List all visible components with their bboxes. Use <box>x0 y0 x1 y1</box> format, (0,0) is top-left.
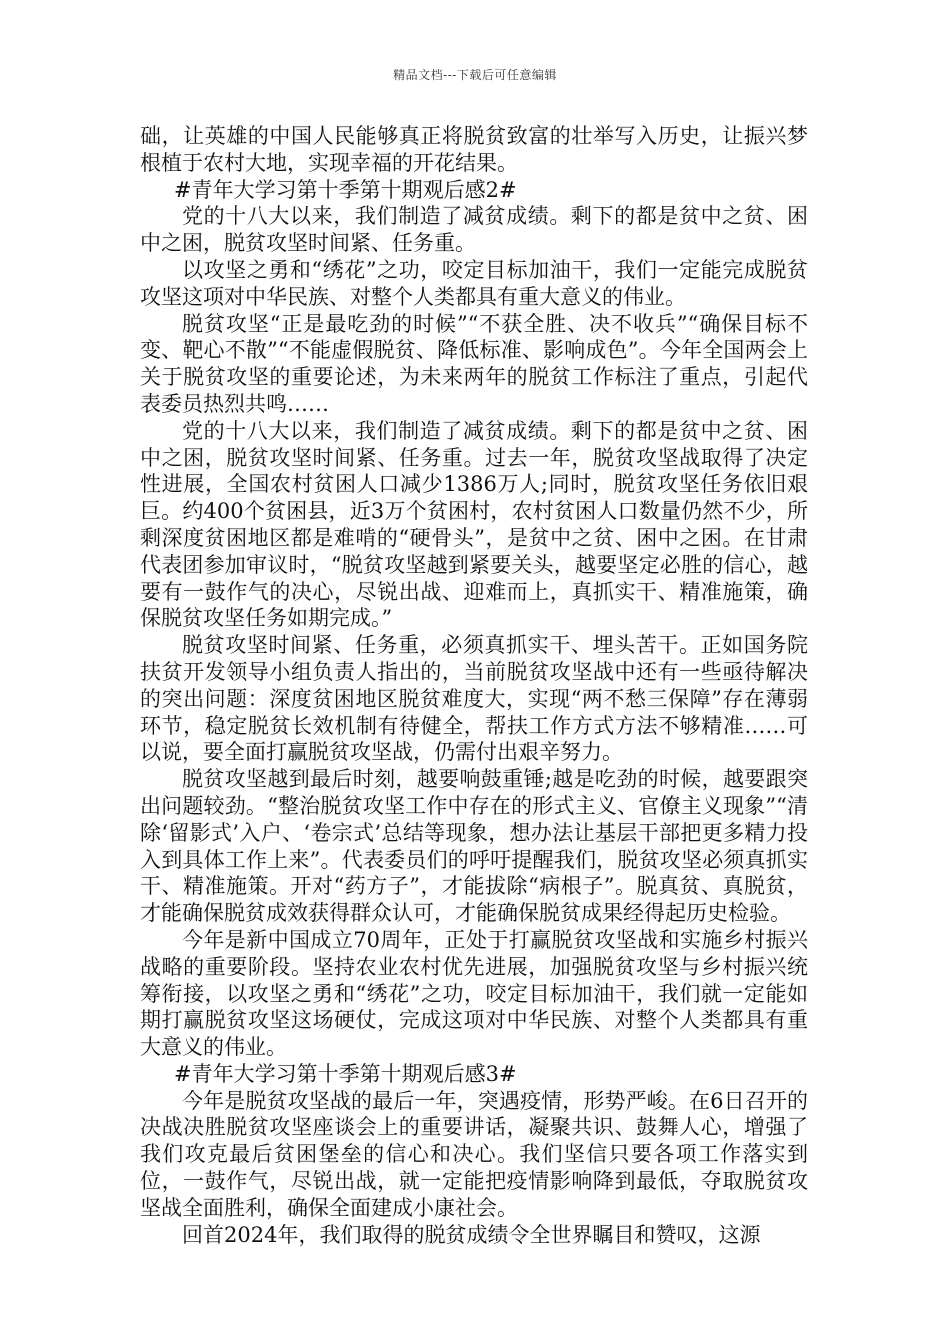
paragraph: 党的十八大以来，我们制造了减贫成绩。剩下的都是贫中之贫、困中之困，脱贫攻坚时间紧、任务重。过去一年，脱贫攻坚战取得了决定性进展，全国农村贫困人口减少1386万人;同时，脱贫攻坚任务依旧艰巨。约400个贫困县，近3万个贫困村，农村贫困人口数量仍然不少，所剩深度贫困地区都是难啃的“硬骨头”，是贫中之贫、困中之困。在甘肃代表团参加审议时，“脱贫攻坚越到紧要关头，越要坚定必胜的信心，越要有一鼓作气的决心，尽锐出战、迎难而上，真抓实干、精准施策，确保脱贫攻坚任务如期完成。” <box>140 418 808 631</box>
paragraph: 党的十八大以来，我们制造了减贫成绩。剩下的都是贫中之贫、困中之困，脱贫攻坚时间紧、任务重。 <box>140 204 808 256</box>
section-heading: #青年大学习第十季第十期观后感3# <box>174 1061 517 1086</box>
page-header: 精品文档---下载后可任意编辑 <box>393 68 557 82</box>
paragraph: 脱贫攻坚“正是最吃劲的时候”“不获全胜、决不收兵”“确保目标不变、靶心不散”“不能虚假脱贫、降低标准、影响成色”。今年全国两会上关于脱贫攻坚的重要论述，为未来两年的脱贫工作标注了重点，引起代表委员热烈共鸣…… <box>140 311 808 416</box>
document-body <box>140 123 808 1248</box>
paragraph: 脱贫攻坚越到最后时刻，越要响鼓重锤;越是吃劲的时候，越要跟突出问题较劲。“整治脱贫攻坚工作中存在的形式主义、官僚主义现象”“清除‘留影式’入户、‘卷宗式’总结等现象，想办法让基层干部把更多精力投入到具体工作上来”。代表委员们的呼吁提醒我们，脱贫攻坚必须真抓实干、精准施策。开对“药方子”，才能拔除“病根子”。脱真贫、真脱贫，才能确保脱贫成效获得群众认可，才能确保脱贫成果经得起历史检验。 <box>140 767 808 926</box>
paragraph: 回首2024年，我们取得的脱贫成绩令全世界瞩目和赞叹，这源 <box>182 1222 761 1247</box>
paragraph: 今年是脱贫攻坚战的最后一年，突遇疫情，形势严峻。在6日召开的决战决胜脱贫攻坚座谈会上的重要讲话，凝聚共识、鼓舞人心，增强了我们攻克最后贫困堡垒的信心和决心。我们坚信只要各项工作落实到位，一鼓作气，尽锐出战，就一定能把疫情影响降到最低，夺取脱贫攻坚战全面胜利，确保全面建成小康社会。 <box>140 1088 808 1220</box>
section-heading: #青年大学习第十季第十期观后感2# <box>174 177 517 202</box>
paragraph: 以攻坚之勇和“绣花”之功，咬定目标加油干，我们一定能完成脱贫攻坚这项对中华民族、对整个人类都具有重大意义的伟业。 <box>140 257 808 309</box>
paragraph-continuation: 础，让英雄的中国人民能够真正将脱贫致富的壮举写入历史，让振兴梦根植于农村大地，实现幸福的开花结果。 <box>140 124 808 175</box>
paragraph: 脱贫攻坚时间紧、任务重，必须真抓实干、埋头苦干。正如国务院扶贫开发领导小组负责人指出的，当前脱贫攻坚战中还有一些亟待解决的突出问题：深度贫困地区脱贫难度大，实现“两不愁三保障”存在薄弱环节，稳定脱贫长效机制有待健全，帮扶工作方式方法不够精准……可以说，要全面打赢脱贫攻坚战，仍需付出艰辛努力。 <box>140 633 808 765</box>
paragraph: 今年是新中国成立70周年，正处于打赢脱贫攻坚战和实施乡村振兴战略的重要阶段。坚持农业农村优先进展，加强脱贫攻坚与乡村振兴统筹衔接，以攻坚之勇和“绣花”之功，咬定目标加油干，我们就一定能如期打赢脱贫攻坚这场硬仗，完成这项对中华民族、对整个人类都具有重大意义的伟业。 <box>140 927 808 1060</box>
